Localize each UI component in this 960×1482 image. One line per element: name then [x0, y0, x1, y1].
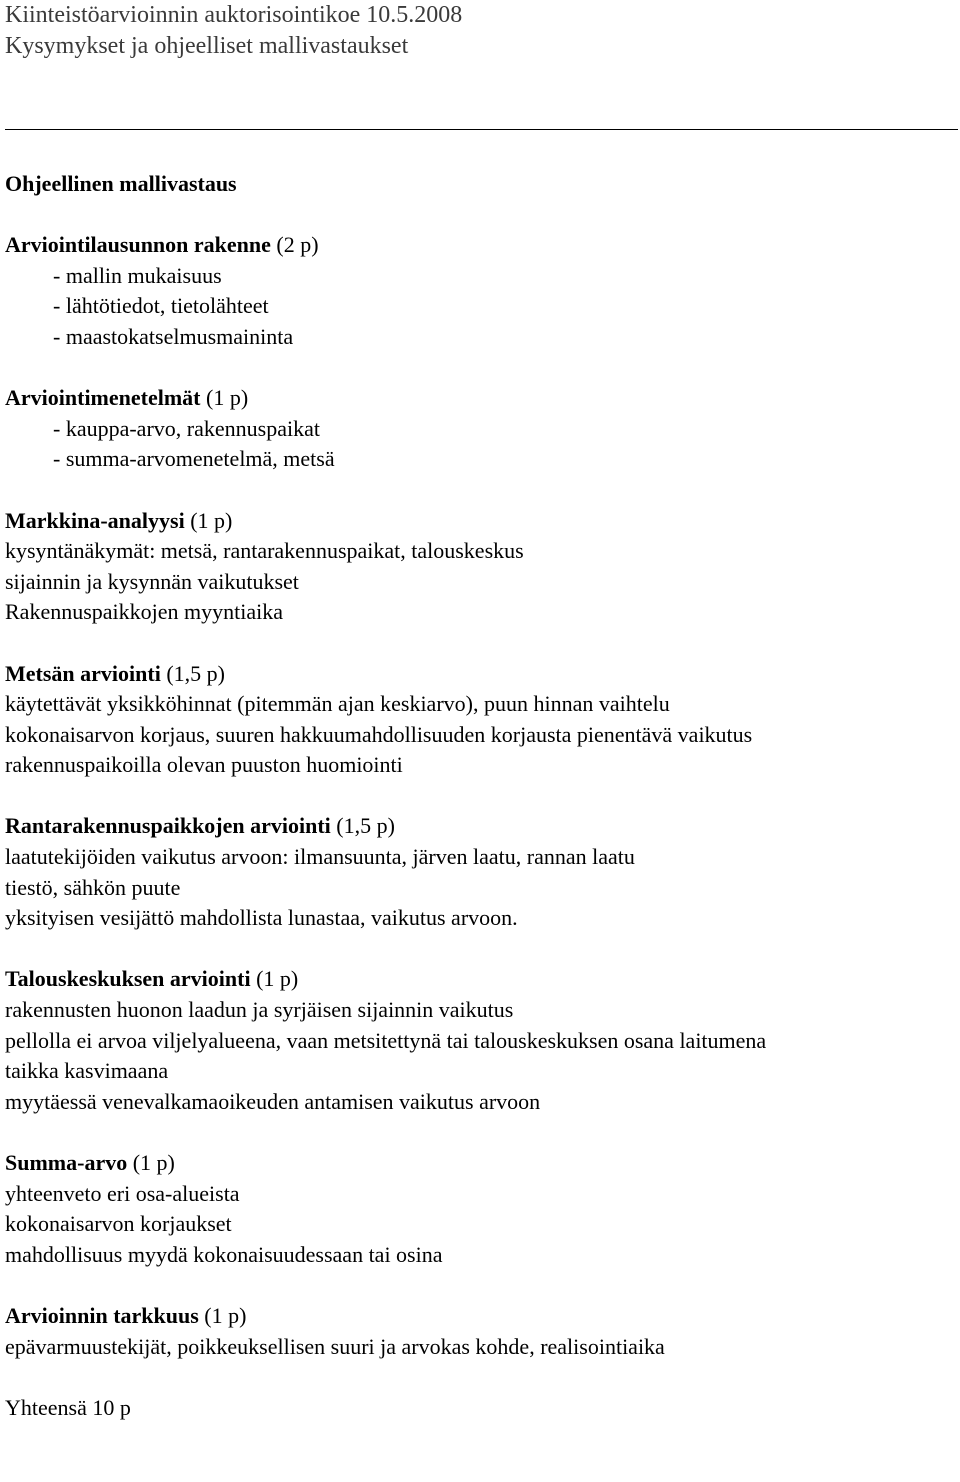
spacer: [5, 1362, 955, 1393]
section-points: (1,5 p): [336, 813, 395, 839]
section-title: Talouskeskuksen arviointi: [5, 966, 251, 992]
list-item: kysyntänäkymät: metsä, rantarakennuspaikat, talouskeskus: [5, 538, 524, 564]
section-heading: [5, 1301, 955, 1332]
list-item: laatutekijöiden vaikutus arvoon: ilmansuunta, järven laatu, rannan laatu: [5, 844, 635, 870]
spacer: [5, 200, 955, 231]
spacer: [5, 934, 955, 965]
list-item: Rakennuspaikkojen myyntiaika: [5, 599, 283, 625]
page-header: [5, 0, 955, 62]
answer-heading: Ohjeellinen mallivastaus: [5, 171, 237, 196]
section-heading: [5, 1148, 955, 1179]
document-subtitle: Kysymykset ja ohjeelliset mallivastaukset: [5, 33, 409, 59]
list-item: yksityisen vesijättö mahdollista lunastaa, vaikutus arvoon.: [5, 905, 518, 931]
section-title: Markkina-analyysi: [5, 507, 185, 533]
list-item: rakennusten huonon laadun ja syrjäisen sijainnin vaikutus: [5, 997, 514, 1023]
section-points: (1 p): [256, 966, 299, 992]
document-title: Kiinteistöarvioinnin auktorisointikoe 10.5.2008: [5, 2, 463, 28]
spacer: [5, 781, 955, 812]
section-heading: [5, 659, 955, 690]
section-heading: [5, 964, 955, 995]
spacer: [5, 628, 955, 659]
list-item: mahdollisuus myydä kokonaisuudessaan tai osina: [5, 1241, 443, 1267]
section-points: (1 p): [206, 385, 249, 411]
list-item: sijainnin ja kysynnän vaikutukset: [5, 568, 299, 594]
spacer: [5, 1270, 955, 1301]
list-item: - kauppa-arvo, rakennuspaikat: [53, 415, 320, 441]
section-points: (2 p): [276, 232, 319, 258]
section-title: Arviointilausunnon rakenne: [5, 232, 271, 258]
list-item: - mallin mukaisuus: [53, 262, 222, 288]
list-item: tiestö, sähkön puute: [5, 874, 181, 900]
list-item: yhteenveto eri osa-alueista: [5, 1180, 240, 1206]
section-points: (1,5 p): [166, 660, 225, 686]
list-item: - summa-arvomenetelmä, metsä: [53, 446, 335, 472]
section-heading: [5, 383, 955, 414]
section-title: Arviointimenetelmät: [5, 385, 201, 411]
list-item: taikka kasvimaana: [5, 1058, 169, 1084]
list-item: epävarmuustekijät, poikkeuksellisen suuri ja arvokas kohde, realisointiaika: [5, 1333, 665, 1359]
section-heading: [5, 811, 955, 842]
spacer: [5, 475, 955, 506]
section-title: Rantarakennuspaikkojen arviointi: [5, 813, 331, 839]
section-title: Summa-arvo: [5, 1150, 128, 1175]
list-item: käytettävät yksikköhinnat (pitemmän ajan keskiarvo), puun hinnan vaihtelu: [5, 691, 670, 717]
list-item: - maastokatselmusmaininta: [53, 323, 294, 349]
total-points: Yhteensä 10 p: [5, 1394, 131, 1420]
list-item: kokonaisarvon korjaukset: [5, 1211, 232, 1237]
list-item: myytäessä venevalkamaoikeuden antamisen vaikutus arvoon: [5, 1088, 541, 1114]
answer-content: [5, 169, 955, 1423]
spacer: [5, 353, 955, 384]
section-points: (1 p): [204, 1302, 247, 1328]
section-heading: [5, 506, 955, 537]
section-title: Arvioinnin tarkkuus: [5, 1302, 199, 1328]
section-points: (1 p): [132, 1150, 175, 1175]
list-item: pellolla ei arvoa viljelyalueena, vaan metsitettynä tai talouskeskuksen osana laitumena: [5, 1027, 767, 1053]
header-divider: [5, 129, 958, 130]
list-item: - lähtötiedot, tietolähteet: [53, 293, 269, 319]
spacer: [5, 1117, 955, 1148]
list-item: rakennuspaikoilla olevan puuston huomiointi: [5, 752, 403, 778]
section-heading: [5, 230, 955, 261]
list-item: kokonaisarvon korjaus, suuren hakkuumahdollisuuden korjausta pienentävä vaikutus: [5, 721, 753, 747]
section-points: (1 p): [190, 507, 233, 533]
section-title: Metsän arviointi: [5, 660, 161, 686]
